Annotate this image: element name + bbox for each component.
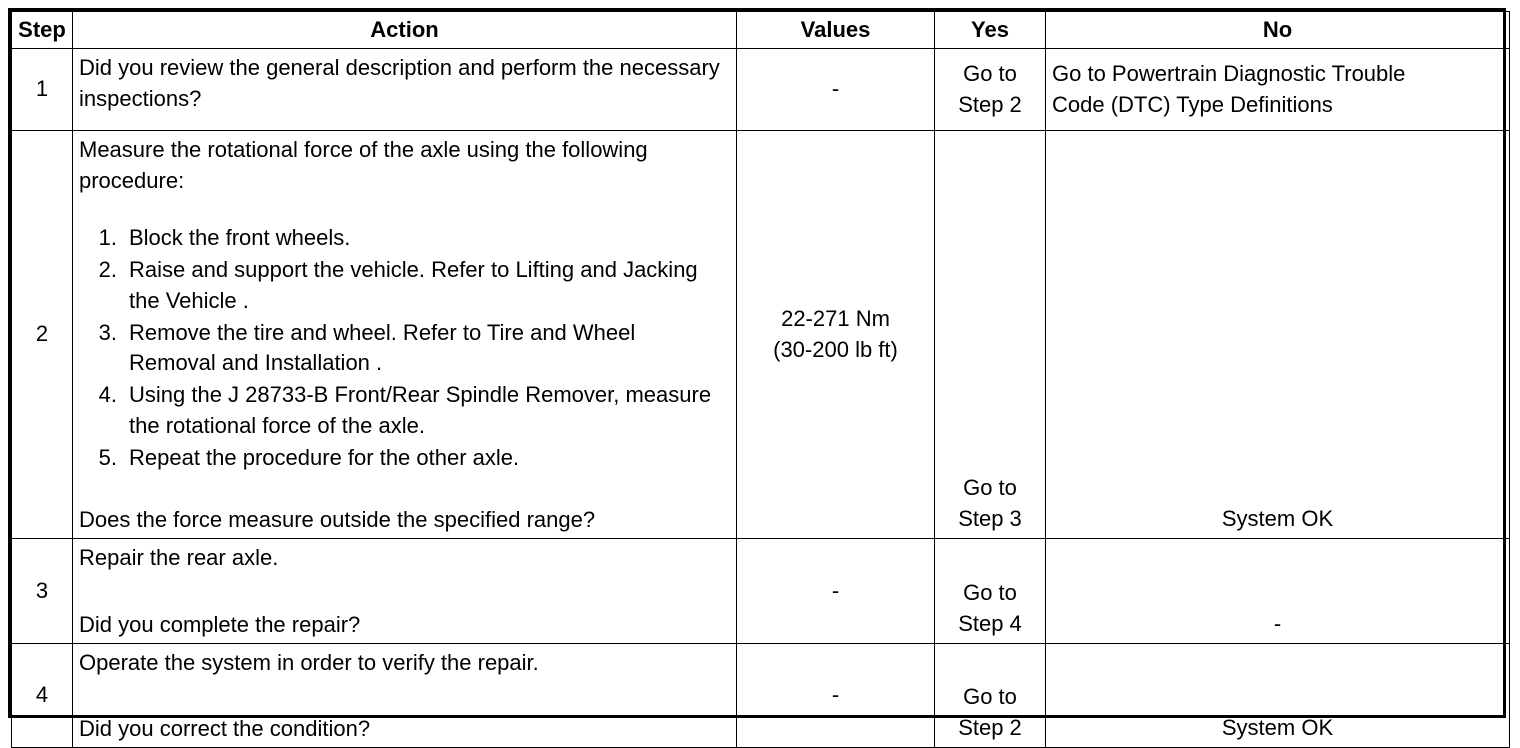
table-row <box>12 539 1510 644</box>
procedure-number: 4. <box>98 382 117 407</box>
yes-cell <box>935 131 1046 539</box>
procedure-number: 1. <box>98 225 117 250</box>
procedure-number: 3. <box>98 319 117 345</box>
procedure-text: Block the front wheels. <box>129 225 351 250</box>
table-row <box>12 131 1510 539</box>
yes-cell <box>935 49 1046 131</box>
header-action: Action <box>73 12 737 49</box>
values-cell <box>737 131 935 539</box>
yes-line: Go to <box>963 684 1017 709</box>
action-cell <box>73 49 737 131</box>
yes-cell <box>935 539 1046 644</box>
procedure-item <box>79 255 728 316</box>
step-number: 4 <box>12 644 73 748</box>
action-cell <box>73 644 737 748</box>
procedure-number: 2. <box>98 257 117 282</box>
diagnostic-table-sheet <box>8 8 1506 741</box>
no-line: Go to Powertrain Diagnostic Trouble <box>1052 61 1406 86</box>
yes-step-link: Step 2 <box>958 91 1022 117</box>
no-cell: - <box>1046 539 1510 644</box>
procedure-text: Repeat the procedure for the other axle. <box>129 444 520 470</box>
procedure-item <box>79 223 728 254</box>
values-cell: - <box>737 539 935 644</box>
action-intro: Operate the system in order to verify the repair. <box>79 650 539 675</box>
action-text: Did you review the general description and perform the necessary inspections? <box>79 55 720 111</box>
value-metric: 22-271 Nm <box>781 306 890 331</box>
diagnostic-table <box>11 11 1510 748</box>
table-row <box>12 644 1510 748</box>
yes-line: Go to <box>963 580 1017 605</box>
yes-line: Go to <box>963 475 1017 500</box>
no-cell <box>1046 49 1510 131</box>
procedure-text: Raise and support the vehicle. Refer to Lifting and Jacking the Vehicle . <box>129 257 698 313</box>
values-cell: - <box>737 644 935 748</box>
header-step: Step <box>12 12 73 49</box>
no-cell: System OK <box>1046 644 1510 748</box>
yes-step-link: Step 3 <box>958 505 1022 531</box>
header-no: No <box>1046 12 1510 49</box>
action-intro: Measure the rotational force of the axle using the following procedure: <box>79 137 648 193</box>
step-number: 2 <box>12 131 73 539</box>
value-imperial: (30-200 lb ft) <box>773 336 898 362</box>
action-intro: Repair the rear axle. <box>79 545 279 570</box>
no-line: Code (DTC) Type Definitions <box>1052 91 1333 117</box>
header-values: Values <box>737 12 935 49</box>
yes-cell <box>935 644 1046 748</box>
no-cell: System OK <box>1046 131 1510 539</box>
procedure-text: Using the J 28733-B Front/Rear Spindle Remover, measure the rotational force of the axle. <box>129 382 712 438</box>
action-cell <box>73 539 737 644</box>
procedure-item <box>79 318 728 379</box>
values-cell: - <box>737 49 935 131</box>
procedure-number: 5. <box>98 444 117 470</box>
yes-step-link: Step 2 <box>958 714 1022 740</box>
step-number: 3 <box>12 539 73 644</box>
yes-line: Go to <box>963 61 1017 86</box>
procedure-item <box>79 443 728 474</box>
action-question: Does the force measure outside the specified range? <box>79 506 596 532</box>
procedure-item <box>79 380 728 441</box>
header-yes: Yes <box>935 12 1046 49</box>
header-row <box>12 12 1510 49</box>
procedure-list <box>79 223 728 475</box>
yes-step-link: Step 4 <box>958 610 1022 636</box>
action-question: Did you complete the repair? <box>79 611 361 637</box>
procedure-text: Remove the tire and wheel. Refer to Tire and Wheel Removal and Installation . <box>129 319 636 375</box>
action-question: Did you correct the condition? <box>79 715 371 741</box>
step-number: 1 <box>12 49 73 131</box>
action-cell <box>73 131 737 539</box>
table-row <box>12 49 1510 131</box>
